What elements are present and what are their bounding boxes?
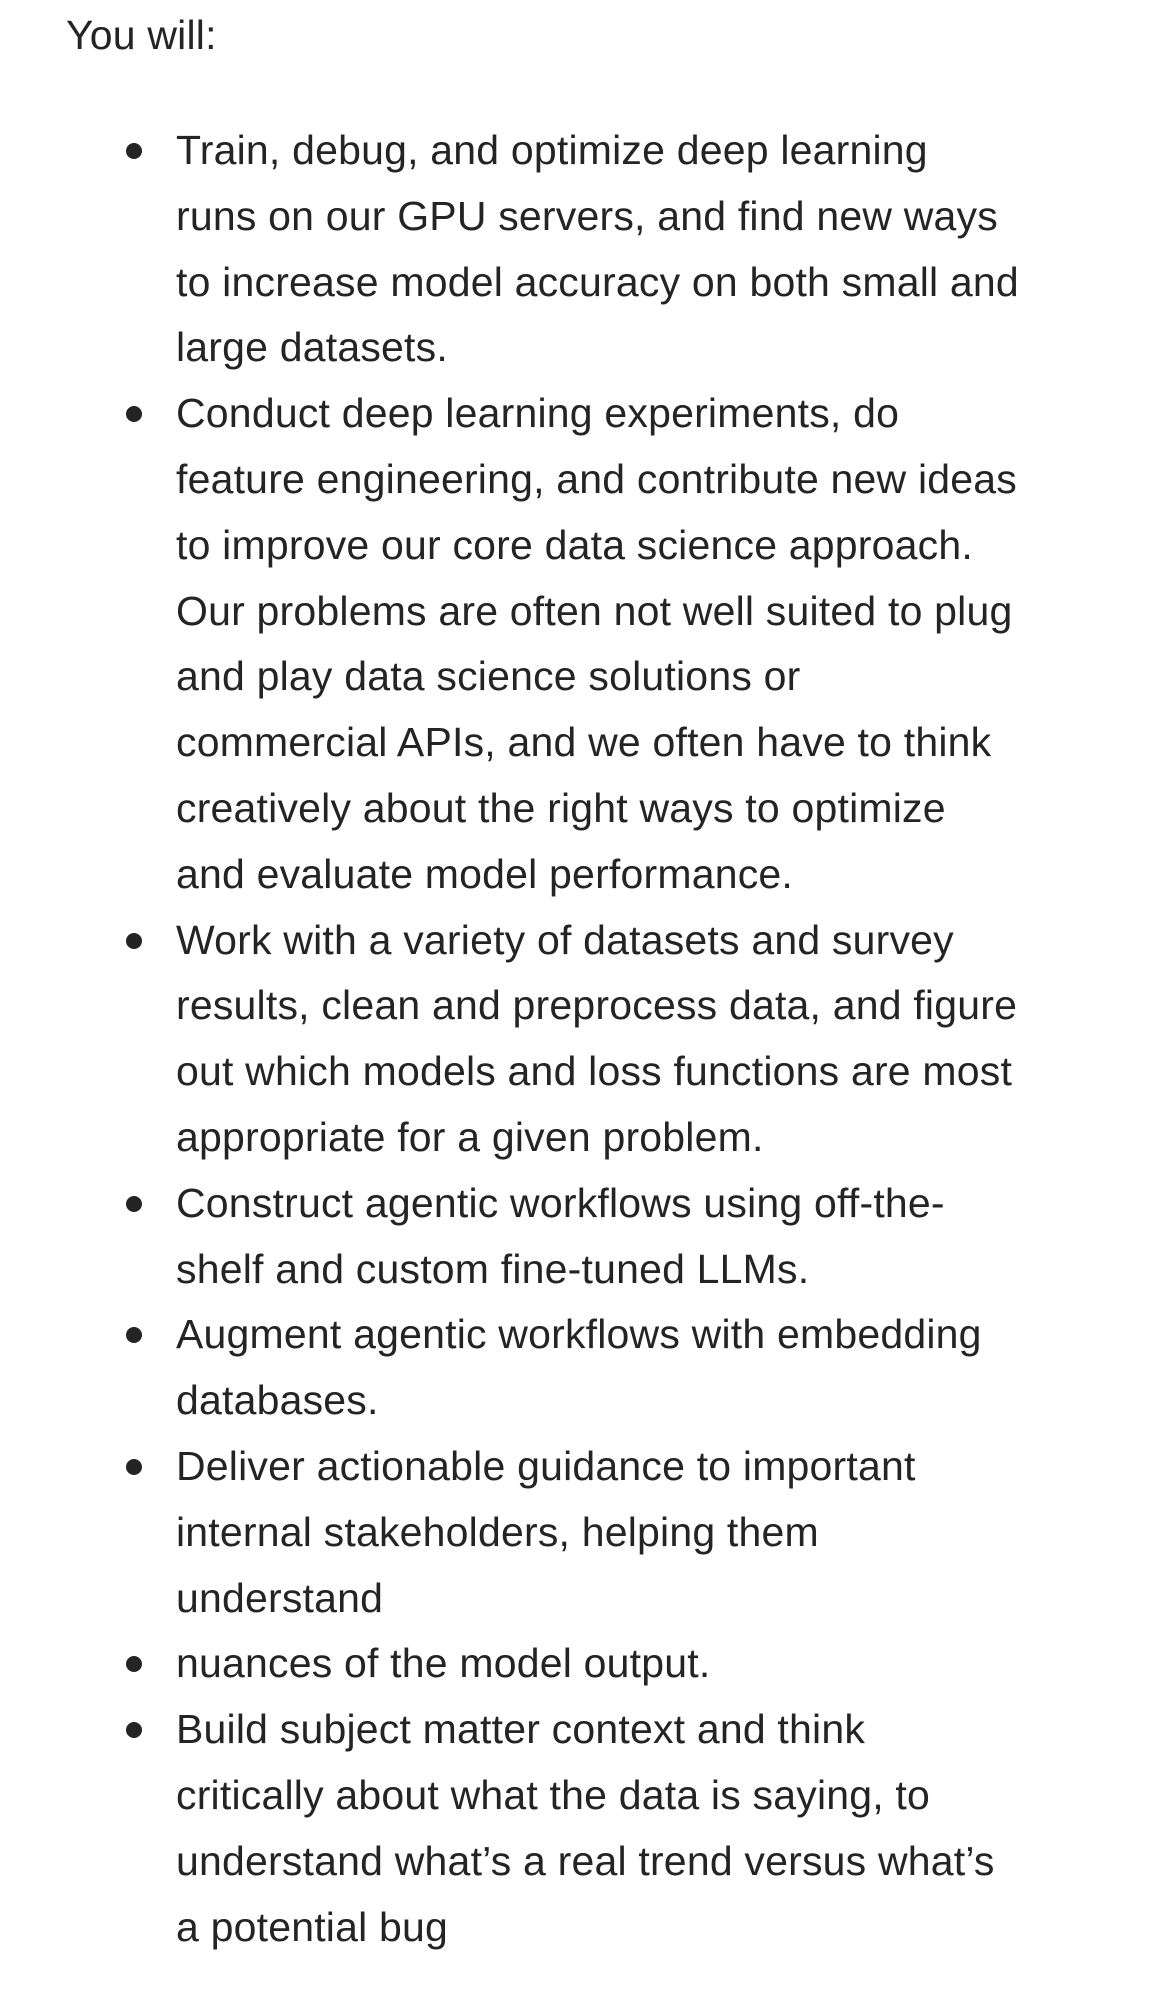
bullet-item bbox=[66, 381, 1056, 907]
bullet-text-line: commercial APIs, and we often have to think bbox=[176, 719, 992, 766]
bullet-text-line: shelf and custom fine-tuned LLMs. bbox=[176, 1245, 810, 1292]
bullet-text-line: understand what’s a real trend versus what’s bbox=[176, 1837, 995, 1884]
bullet-text-line: creatively about the right ways to optimize bbox=[176, 784, 946, 831]
bullet-icon bbox=[126, 143, 142, 159]
bullet-text-line: Augment agentic workflows with embedding bbox=[176, 1311, 982, 1358]
bullet-text-line: feature engineering, and contribute new ideas bbox=[176, 455, 1017, 502]
bullet-text-line: nuances of the model output. bbox=[176, 1640, 711, 1687]
bullet-icon bbox=[126, 406, 142, 422]
bullet-item bbox=[66, 908, 1056, 1171]
bullet-item bbox=[66, 1697, 1056, 1960]
bullet-text-line: critically about what the data is saying, to bbox=[176, 1771, 931, 1818]
bullet-item bbox=[66, 118, 1056, 381]
bullet-text-line: Train, debug, and optimize deep learning bbox=[176, 127, 928, 173]
bullet-icon bbox=[126, 1196, 142, 1212]
bullet-text-line: runs on our GPU servers, and find new ways bbox=[176, 192, 998, 239]
bullet-icon bbox=[126, 1722, 142, 1738]
bullet-icon bbox=[126, 1327, 142, 1343]
bullet-text-line: and evaluate model performance. bbox=[176, 850, 794, 897]
bullet-text-line: results, clean and preprocess data, and figure bbox=[176, 982, 1018, 1029]
bullet-icon bbox=[126, 1656, 142, 1672]
bullet-text-line: Construct agentic workflows using off-the- bbox=[176, 1179, 945, 1226]
bullet-text-line: to increase model accuracy on both small and bbox=[176, 258, 1019, 305]
bullet-icon bbox=[126, 1459, 142, 1475]
bullet-item bbox=[66, 1434, 1056, 1631]
bullet-text-line: Deliver actionable guidance to important bbox=[176, 1442, 916, 1489]
bullet-text-line: Conduct deep learning experiments, do bbox=[176, 390, 900, 437]
bullet-text-line: databases. bbox=[176, 1377, 379, 1424]
intro-text: You will: bbox=[66, 12, 217, 58]
bullet-text-line: out which models and loss functions are most bbox=[176, 1048, 1013, 1095]
bullet-list bbox=[66, 118, 1115, 1960]
bullet-text-line: appropriate for a given problem. bbox=[176, 1113, 764, 1160]
bullet-text-line: Work with a variety of datasets and survey bbox=[176, 916, 954, 963]
bullet-text-line: internal stakeholders, helping them bbox=[176, 1508, 819, 1555]
bullet-item bbox=[66, 1631, 1056, 1697]
bullet-icon bbox=[126, 933, 142, 949]
bullet-item bbox=[66, 1171, 1056, 1303]
bullet-text-line: large datasets. bbox=[176, 324, 448, 371]
bullet-text-line: and play data science solutions or bbox=[176, 653, 801, 700]
bullet-text-line: understand bbox=[176, 1574, 384, 1621]
bullet-item bbox=[66, 1302, 1056, 1434]
bullet-text-line: Build subject matter context and think bbox=[176, 1706, 866, 1753]
bullet-text-line: Our problems are often not well suited to plug bbox=[176, 587, 1013, 634]
bullet-text-line: to improve our core data science approach. bbox=[176, 521, 973, 568]
bullet-text-line: a potential bug bbox=[176, 1903, 449, 1950]
